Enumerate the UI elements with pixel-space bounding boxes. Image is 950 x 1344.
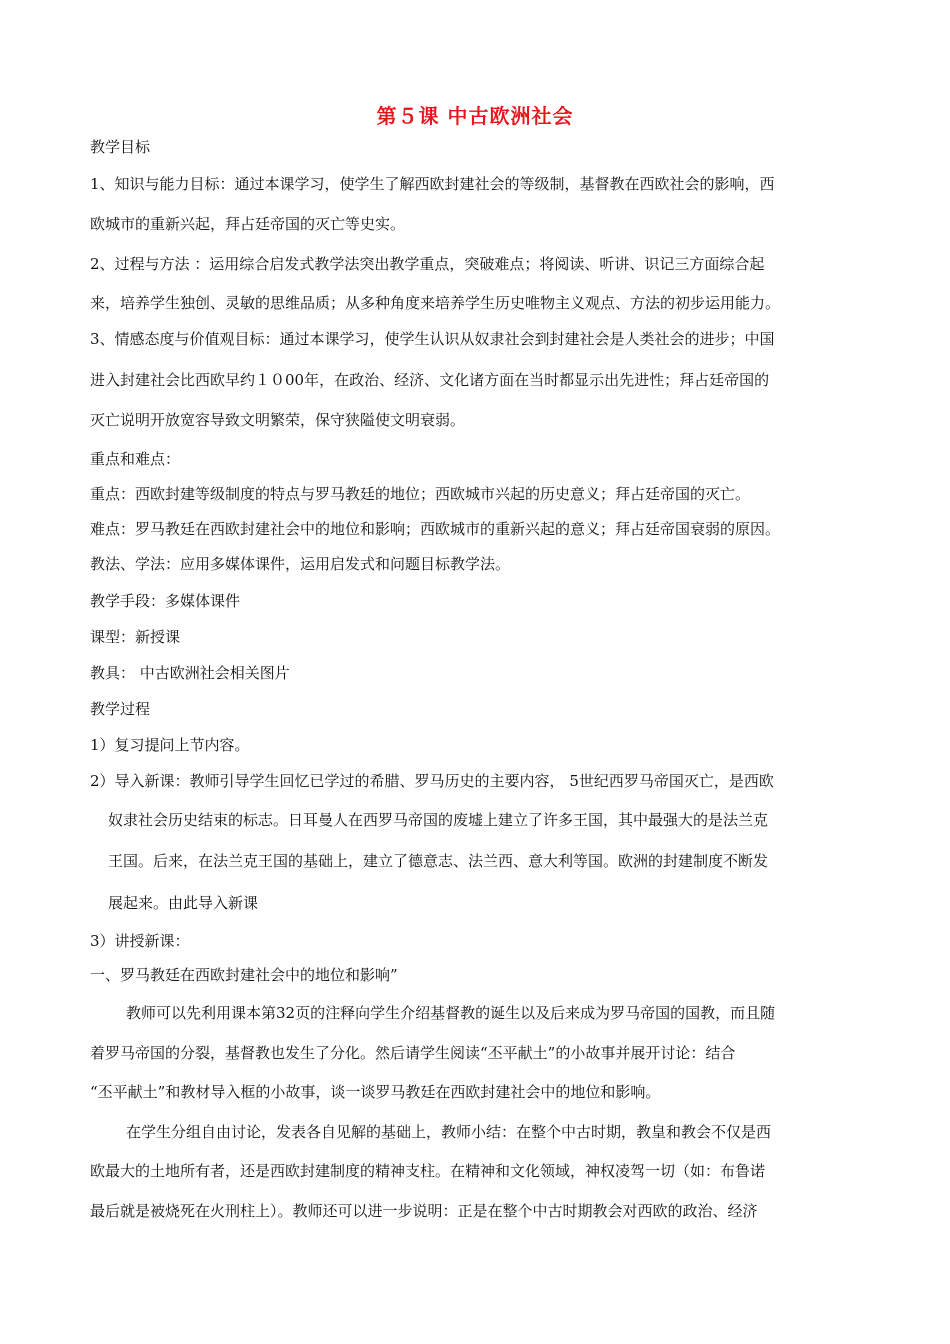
paragraph-line: 重点：西欧封建等级制度的特点与罗马教廷的地位；西欧城市兴起的历史意义；拜占廷帝国的灭亡。 [90,485,751,503]
paragraph-line: 教法、学法：应用多媒体课件，运用启发式和问题目标教学法。 [90,555,511,573]
paragraph-line: 教学手段：多媒体课件 [90,592,241,610]
paragraph-line: 最后就是被烧死在火刑柱上）。教师还可以进一步说明：正是在整个中古时期教会对西欧的政治、经济 [90,1202,758,1220]
paragraph-line: 来，培养学生独创、灵敏的思维品质；从多种角度来培养学生历史唯物主义观点、方法的初步运用能力。 [90,294,781,312]
paragraph-line: 课型：新授课 [90,628,181,646]
paragraph-line: “丕平献土”和教材导入框的小故事，谈一谈罗马教廷在西欧封建社会中的地位和影响。 [90,1083,661,1101]
section-heading-objectives: 教学目标 [90,138,151,156]
paragraph-line: 教具： 中古欧洲社会相关图片 [90,664,290,682]
page-title: 第５课 中古欧洲社会 [376,104,574,128]
paragraph-line: 着罗马帝国的分裂，基督教也发生了分化。然后请学生阅读“丕平献土”的小故事并展开讨论：结合 [90,1044,736,1062]
paragraph-line: 3、情感态度与价值观目标：通过本课学习，使学生认识从奴隶社会到封建社会是人类社会的进步；中国 [90,330,775,348]
section-heading-part-one: 一、罗马教廷在西欧封建社会中的地位和影响” [90,966,398,984]
list-item-continuation: 王国。后来，在法兰克王国的基础上，建立了德意志、法兰西、意大利等国。欧洲的封建制度不断发 [108,852,769,870]
section-heading-key-points: 重点和难点： [90,450,181,468]
paragraph-line: 欧城市的重新兴起，拜占廷帝国的灭亡等史实。 [90,215,406,233]
section-heading-process: 教学过程 [90,700,151,718]
paragraph-line: 在学生分组自由讨论，发表各自见解的基础上，教师小结：在整个中古时期，教皇和教会不仅是西 [126,1123,772,1141]
paragraph-line: 难点：罗马教廷在西欧封建社会中的地位和影响；西欧城市的重新兴起的意义；拜占廷帝国衰弱的原因。 [90,520,781,538]
paragraph-line: 进入封建社会比西欧早约１０00年，在政治、经济、文化诸方面在当时都显示出先进性；拜占廷帝国的 [90,371,770,389]
list-item-continuation: 奴隶社会历史结束的标志。日耳曼人在西罗马帝国的废墟上建立了许多王国，其中最强大的是法兰克 [108,811,769,829]
paragraph-line: 2、过程与方法 ：运用综合启发式教学法突出教学重点，突破难点；将阅读、听讲、识记三方面综合起 [90,255,765,273]
list-item: 1）复习提问上节内容。 [90,736,250,754]
list-item: 2）导入新课：教师引导学生回忆已学过的希腊、罗马历史的主要内容， 5世纪西罗马帝国灭亡，是西欧 [90,772,774,790]
paragraph-line: 教师可以先利用课本第32页的注释向学生介绍基督教的诞生以及后来成为罗马帝国的国教，而且随 [126,1004,776,1022]
list-item-continuation: 展起来。由此导入新课 [108,894,259,912]
paragraph-line: 欧最大的土地所有者，还是西欧封建制度的精神支柱。在精神和文化领域，神权凌驾一切（如：布鲁诺 [90,1162,766,1180]
paragraph-line: 灭亡说明开放宽容导致文明繁荣，保守狭隘使文明衰弱。 [90,411,466,429]
paragraph-line: 1、知识与能力目标：通过本课学习，使学生了解西欧封建社会的等级制，基督教在西欧社会的影响，西 [90,175,775,193]
list-item: 3）讲授新课： [90,932,190,950]
